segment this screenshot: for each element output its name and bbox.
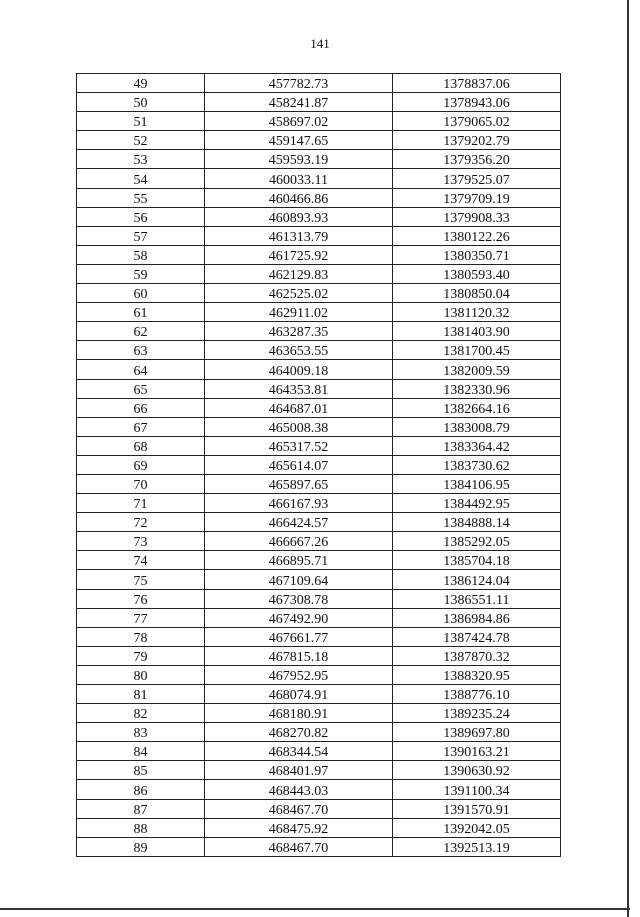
table-row — [77, 417, 561, 436]
table-row — [77, 169, 561, 188]
table-row — [77, 532, 561, 551]
x-coordinate-cell: 462129.83 — [205, 264, 393, 283]
y-coordinate-cell: 1379709.19 — [393, 188, 561, 207]
point-number-cell: 72 — [77, 513, 205, 532]
table-row — [77, 589, 561, 608]
coordinate-table-container — [76, 73, 560, 857]
page-edge-bottom — [0, 908, 630, 910]
point-number-cell: 58 — [77, 245, 205, 264]
table-row — [77, 131, 561, 150]
point-number-cell: 70 — [77, 474, 205, 493]
x-coordinate-cell: 464353.81 — [205, 379, 393, 398]
x-coordinate-cell: 468180.91 — [205, 704, 393, 723]
x-coordinate-cell: 468475.92 — [205, 818, 393, 837]
y-coordinate-cell: 1392042.05 — [393, 818, 561, 837]
y-coordinate-cell: 1382664.16 — [393, 398, 561, 417]
x-coordinate-cell: 466167.93 — [205, 494, 393, 513]
point-number-cell: 49 — [77, 74, 205, 93]
point-number-cell: 86 — [77, 780, 205, 799]
point-number-cell: 71 — [77, 494, 205, 513]
y-coordinate-cell: 1384888.14 — [393, 513, 561, 532]
y-coordinate-cell: 1384106.95 — [393, 474, 561, 493]
point-number-cell: 89 — [77, 837, 205, 856]
table-row — [77, 665, 561, 684]
point-number-cell: 83 — [77, 723, 205, 742]
point-number-cell: 79 — [77, 646, 205, 665]
table-row — [77, 322, 561, 341]
y-coordinate-cell: 1379356.20 — [393, 150, 561, 169]
point-number-cell: 61 — [77, 303, 205, 322]
table-row — [77, 436, 561, 455]
x-coordinate-cell: 459593.19 — [205, 150, 393, 169]
y-coordinate-cell: 1388776.10 — [393, 685, 561, 704]
point-number-cell: 77 — [77, 608, 205, 627]
point-number-cell: 54 — [77, 169, 205, 188]
x-coordinate-cell: 467952.95 — [205, 665, 393, 684]
table-row — [77, 303, 561, 322]
y-coordinate-cell: 1390630.92 — [393, 761, 561, 780]
y-coordinate-cell: 1382330.96 — [393, 379, 561, 398]
y-coordinate-cell: 1386551.11 — [393, 589, 561, 608]
point-number-cell: 74 — [77, 551, 205, 570]
point-number-cell: 88 — [77, 818, 205, 837]
point-number-cell: 87 — [77, 799, 205, 818]
table-row — [77, 93, 561, 112]
x-coordinate-cell: 460466.86 — [205, 188, 393, 207]
table-row — [77, 799, 561, 818]
point-number-cell: 53 — [77, 150, 205, 169]
point-number-cell: 81 — [77, 685, 205, 704]
x-coordinate-cell: 468467.70 — [205, 799, 393, 818]
x-coordinate-cell: 468467.70 — [205, 837, 393, 856]
y-coordinate-cell: 1389235.24 — [393, 704, 561, 723]
x-coordinate-cell: 467661.77 — [205, 627, 393, 646]
y-coordinate-cell: 1381120.32 — [393, 303, 561, 322]
table-row — [77, 704, 561, 723]
table-row — [77, 742, 561, 761]
point-number-cell: 52 — [77, 131, 205, 150]
y-coordinate-cell: 1392513.19 — [393, 837, 561, 856]
y-coordinate-cell: 1380850.04 — [393, 284, 561, 303]
table-row — [77, 608, 561, 627]
x-coordinate-cell: 465614.07 — [205, 455, 393, 474]
table-row — [77, 207, 561, 226]
point-number-cell: 85 — [77, 761, 205, 780]
point-number-cell: 63 — [77, 341, 205, 360]
table-row — [77, 761, 561, 780]
table-row — [77, 150, 561, 169]
y-coordinate-cell: 1379525.07 — [393, 169, 561, 188]
x-coordinate-cell: 466667.26 — [205, 532, 393, 551]
y-coordinate-cell: 1381403.90 — [393, 322, 561, 341]
table-row — [77, 341, 561, 360]
x-coordinate-cell: 463287.35 — [205, 322, 393, 341]
y-coordinate-cell: 1383364.42 — [393, 436, 561, 455]
table-row — [77, 723, 561, 742]
table-row — [77, 360, 561, 379]
x-coordinate-cell: 466895.71 — [205, 551, 393, 570]
x-coordinate-cell: 468443.03 — [205, 780, 393, 799]
point-number-cell: 59 — [77, 264, 205, 283]
y-coordinate-cell: 1379908.33 — [393, 207, 561, 226]
y-coordinate-cell: 1389697.80 — [393, 723, 561, 742]
x-coordinate-cell: 467308.78 — [205, 589, 393, 608]
y-coordinate-cell: 1390163.21 — [393, 742, 561, 761]
x-coordinate-cell: 464009.18 — [205, 360, 393, 379]
y-coordinate-cell: 1385704.18 — [393, 551, 561, 570]
table-row — [77, 398, 561, 417]
x-coordinate-cell: 468401.97 — [205, 761, 393, 780]
point-number-cell: 50 — [77, 93, 205, 112]
table-row — [77, 570, 561, 589]
table-row — [77, 627, 561, 646]
table-row — [77, 74, 561, 93]
point-number-cell: 84 — [77, 742, 205, 761]
y-coordinate-cell: 1378837.06 — [393, 74, 561, 93]
y-coordinate-cell: 1386984.86 — [393, 608, 561, 627]
coordinate-table-body — [77, 74, 561, 857]
x-coordinate-cell: 467492.90 — [205, 608, 393, 627]
table-row — [77, 112, 561, 131]
point-number-cell: 51 — [77, 112, 205, 131]
x-coordinate-cell: 463653.55 — [205, 341, 393, 360]
x-coordinate-cell: 458697.02 — [205, 112, 393, 131]
y-coordinate-cell: 1383730.62 — [393, 455, 561, 474]
point-number-cell: 65 — [77, 379, 205, 398]
y-coordinate-cell: 1385292.05 — [393, 532, 561, 551]
x-coordinate-cell: 460033.11 — [205, 169, 393, 188]
x-coordinate-cell: 457782.73 — [205, 74, 393, 93]
table-row — [77, 474, 561, 493]
x-coordinate-cell: 464687.01 — [205, 398, 393, 417]
table-row — [77, 513, 561, 532]
point-number-cell: 57 — [77, 226, 205, 245]
x-coordinate-cell: 467109.64 — [205, 570, 393, 589]
point-number-cell: 66 — [77, 398, 205, 417]
point-number-cell: 80 — [77, 665, 205, 684]
y-coordinate-cell: 1384492.95 — [393, 494, 561, 513]
point-number-cell: 75 — [77, 570, 205, 589]
point-number-cell: 56 — [77, 207, 205, 226]
y-coordinate-cell: 1379202.79 — [393, 131, 561, 150]
table-row — [77, 646, 561, 665]
x-coordinate-cell: 458241.87 — [205, 93, 393, 112]
x-coordinate-cell: 466424.57 — [205, 513, 393, 532]
table-row — [77, 188, 561, 207]
x-coordinate-cell: 468344.54 — [205, 742, 393, 761]
y-coordinate-cell: 1388320.95 — [393, 665, 561, 684]
y-coordinate-cell: 1380122.26 — [393, 226, 561, 245]
point-number-cell: 60 — [77, 284, 205, 303]
table-row — [77, 551, 561, 570]
point-number-cell: 68 — [77, 436, 205, 455]
x-coordinate-cell: 465897.65 — [205, 474, 393, 493]
point-number-cell: 64 — [77, 360, 205, 379]
x-coordinate-cell: 468270.82 — [205, 723, 393, 742]
x-coordinate-cell: 462911.02 — [205, 303, 393, 322]
table-row — [77, 837, 561, 856]
table-row — [77, 245, 561, 264]
point-number-cell: 73 — [77, 532, 205, 551]
x-coordinate-cell: 461313.79 — [205, 226, 393, 245]
table-row — [77, 226, 561, 245]
point-number-cell: 78 — [77, 627, 205, 646]
y-coordinate-cell: 1387424.78 — [393, 627, 561, 646]
point-number-cell: 76 — [77, 589, 205, 608]
table-row — [77, 264, 561, 283]
x-coordinate-cell: 461725.92 — [205, 245, 393, 264]
table-row — [77, 455, 561, 474]
point-number-cell: 82 — [77, 704, 205, 723]
x-coordinate-cell: 467815.18 — [205, 646, 393, 665]
table-row — [77, 818, 561, 837]
point-number-cell: 67 — [77, 417, 205, 436]
table-row — [77, 379, 561, 398]
y-coordinate-cell: 1380593.40 — [393, 264, 561, 283]
y-coordinate-cell: 1387870.32 — [393, 646, 561, 665]
page-number: 141 — [310, 36, 330, 51]
x-coordinate-cell: 468074.91 — [205, 685, 393, 704]
coordinate-table — [76, 73, 561, 857]
y-coordinate-cell: 1378943.06 — [393, 93, 561, 112]
point-number-cell: 62 — [77, 322, 205, 341]
y-coordinate-cell: 1379065.02 — [393, 112, 561, 131]
point-number-cell: 69 — [77, 455, 205, 474]
y-coordinate-cell: 1383008.79 — [393, 417, 561, 436]
y-coordinate-cell: 1380350.71 — [393, 245, 561, 264]
table-row — [77, 780, 561, 799]
y-coordinate-cell: 1386124.04 — [393, 570, 561, 589]
table-row — [77, 685, 561, 704]
x-coordinate-cell: 459147.65 — [205, 131, 393, 150]
table-row — [77, 284, 561, 303]
y-coordinate-cell: 1391570.91 — [393, 799, 561, 818]
page-edge-right — [627, 0, 629, 917]
y-coordinate-cell: 1381700.45 — [393, 341, 561, 360]
table-row — [77, 494, 561, 513]
x-coordinate-cell: 465317.52 — [205, 436, 393, 455]
y-coordinate-cell: 1382009.59 — [393, 360, 561, 379]
x-coordinate-cell: 462525.02 — [205, 284, 393, 303]
point-number-cell: 55 — [77, 188, 205, 207]
y-coordinate-cell: 1391100.34 — [393, 780, 561, 799]
x-coordinate-cell: 460893.93 — [205, 207, 393, 226]
x-coordinate-cell: 465008.38 — [205, 417, 393, 436]
